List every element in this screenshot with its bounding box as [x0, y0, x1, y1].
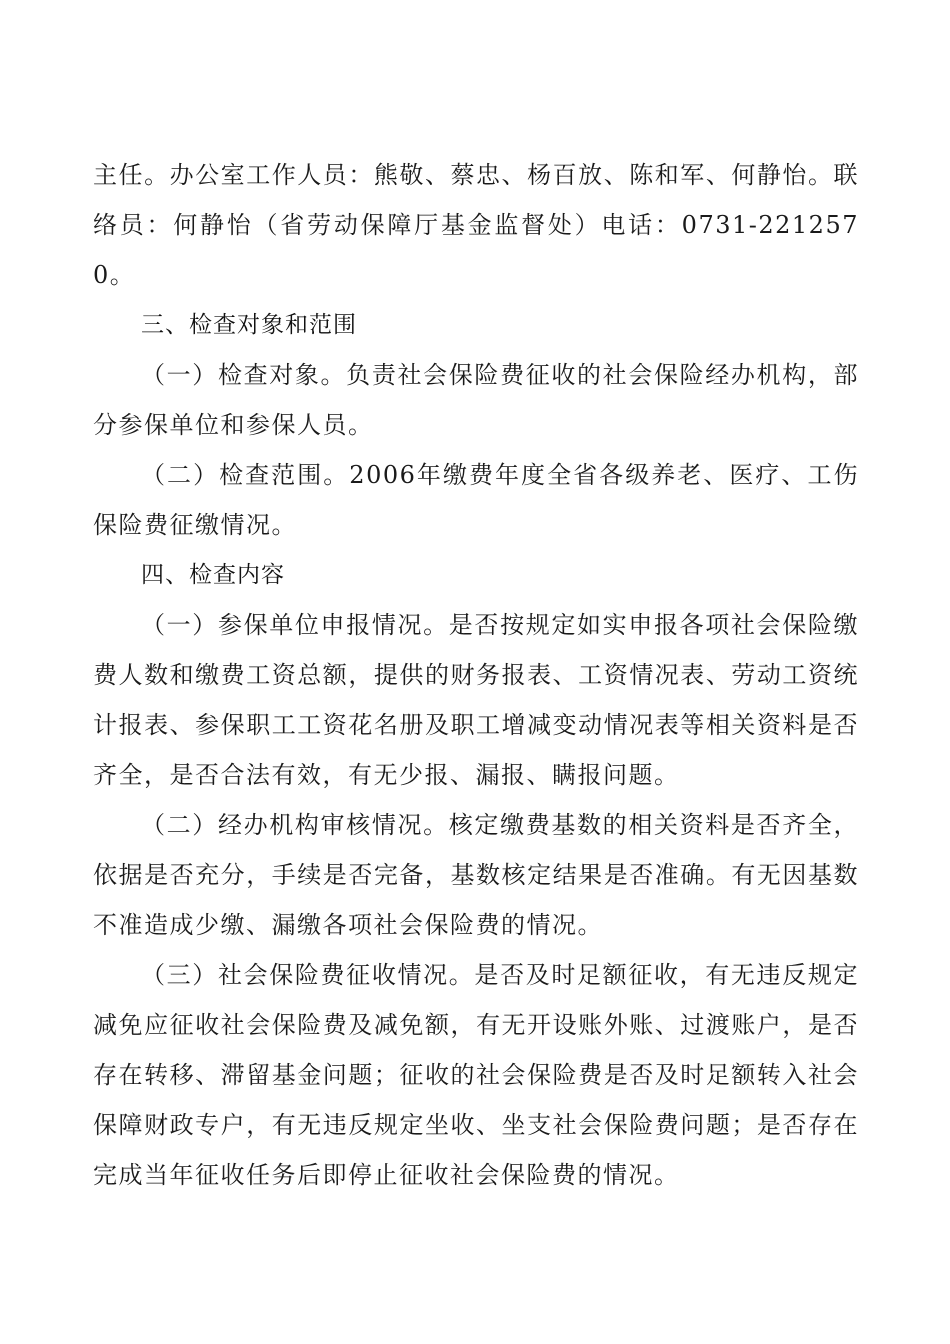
- section4-paragraph-3: （三）社会保险费征收情况。是否及时足额征收，有无违反规定减免应征收社会保险费及减免额，有无开设账外账、过渡账户，是否存在转移、滞留基金问题；征收的社会保险费是否及时足额转入社会保障财政专户，有无违反规定坐收、坐支社会保险费问题；是否存在完成当年征收任务后即停止征收社会保险费的情况。: [93, 961, 859, 1189]
- section4-paragraph-2: （二）经办机构审核情况。核定缴费基数的相关资料是否齐全，依据是否充分，手续是否完备，基数核定结果是否准确。有无因基数不准造成少缴、漏缴各项社会保险费的情况。: [93, 811, 859, 939]
- section3-paragraph-1: （一）检查对象。负责社会保险费征收的社会保险经办机构，部分参保单位和参保人员。: [93, 361, 859, 439]
- intro-paragraph: 主任。办公室工作人员：熊敬、蔡忠、杨百放、陈和军、何静怡。联络员：何静怡（省劳动保障厅基金监督处）电话：0731-2212570。: [93, 161, 859, 289]
- section-heading-4: 四、检查内容: [141, 562, 285, 588]
- section4-paragraph-1: （一）参保单位申报情况。是否按规定如实申报各项社会保险缴费人数和缴费工资总额，提供的财务报表、工资情况表、劳动工资统计报表、参保职工工资花名册及职工增减变动情况表等相关资料是否齐全，是否合法有效，有无少报、漏报、瞒报问题。: [93, 611, 859, 789]
- document-body: [93, 150, 859, 1200]
- section-heading-3: 三、检查对象和范围: [141, 312, 357, 338]
- section3-paragraph-2: （二）检查范围。2006年缴费年度全省各级养老、医疗、工伤保险费征缴情况。: [93, 461, 859, 539]
